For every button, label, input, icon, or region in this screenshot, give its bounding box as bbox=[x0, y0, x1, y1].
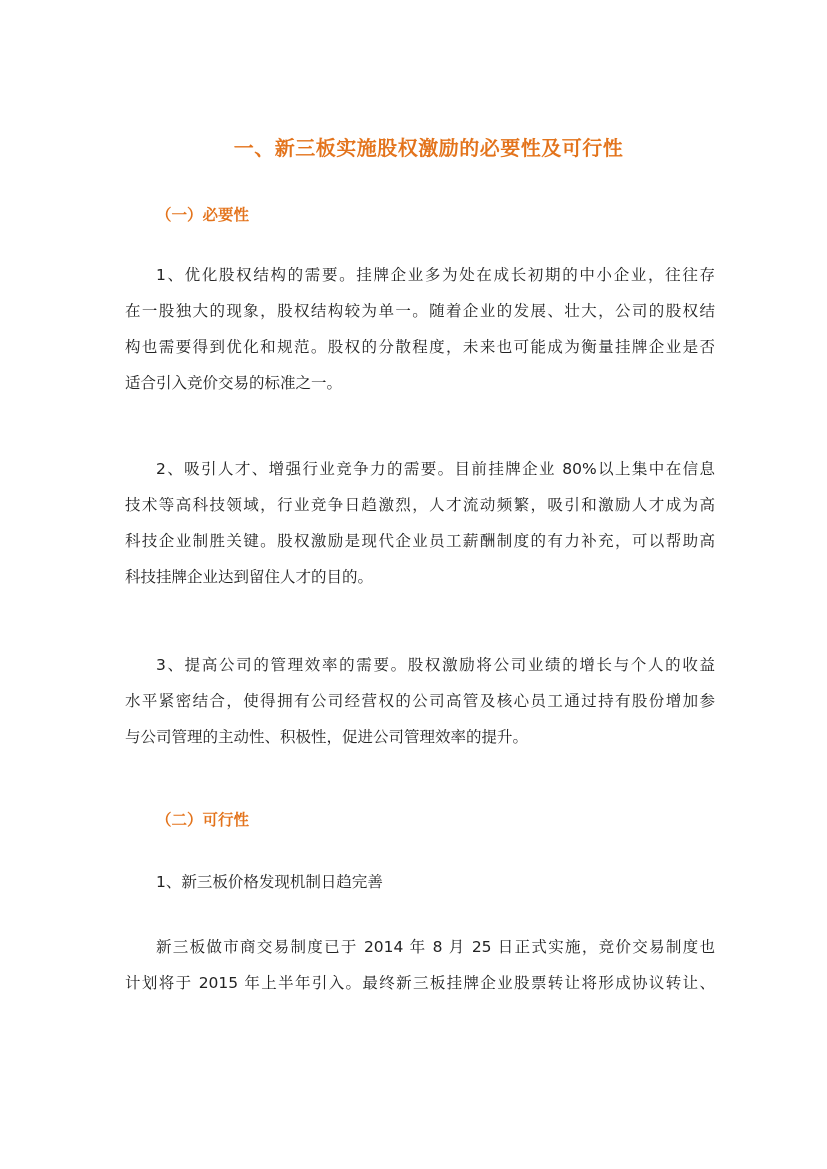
paragraph-line: 与公司管理的主动性、积极性，促进公司管理效率的提升。 bbox=[125, 728, 529, 746]
paragraph-4 bbox=[125, 872, 715, 892]
section-heading-necessity: （一）必要性 bbox=[156, 206, 250, 224]
paragraph-line: 适合引入竞价交易的标准之一。 bbox=[125, 374, 343, 392]
paragraph-1 bbox=[125, 265, 715, 409]
subheading-price-discovery: 1、新三板价格发现机制日趋完善 bbox=[156, 873, 383, 891]
paragraph-line: 科技企业制胜关键。股权激励是现代企业员工薪酬制度的有力补充，可以帮助高 bbox=[125, 532, 715, 550]
paragraph-3 bbox=[125, 655, 715, 763]
paragraph-line: 计划将于 2015 年上半年引入。最终新三板挂牌企业股票转让将形成协议转让、 bbox=[125, 974, 715, 992]
paragraph-line: 在一股独大的现象，股权结构较为单一。随着企业的发展、壮大，公司的股权结 bbox=[125, 302, 715, 320]
paragraph-line: 3、提高公司的管理效率的需要。股权激励将公司业绩的增长与个人的收益 bbox=[156, 656, 715, 674]
paragraph-line: 2、吸引人才、增强行业竞争力的需要。目前挂牌企业 80%以上集中在信息 bbox=[156, 460, 715, 478]
paragraph-5 bbox=[125, 937, 715, 1009]
document-title: 一、新三板实施股权激励的必要性及可行性 bbox=[233, 136, 624, 160]
paragraph-line: 构也需要得到优化和规范。股权的分散程度，未来也可能成为衡量挂牌企业是否 bbox=[125, 338, 715, 356]
paragraph-line: 新三板做市商交易制度已于 2014 年 8 月 25 日正式实施，竞价交易制度也 bbox=[156, 938, 715, 956]
paragraph-line: 水平紧密结合，使得拥有公司经营权的公司高管及核心员工通过持有股份增加参 bbox=[125, 692, 715, 710]
paragraph-2 bbox=[125, 459, 715, 603]
paragraph-line: 技术等高科技领域，行业竞争日趋激烈，人才流动频繁，吸引和激励人才成为高 bbox=[125, 496, 715, 514]
paragraph-line: 科技挂牌企业达到留住人才的目的。 bbox=[125, 568, 374, 586]
paragraph-line: 1、优化股权结构的需要。挂牌企业多为处在成长初期的中小企业，往往存 bbox=[156, 266, 715, 284]
section-heading-feasibility: （二）可行性 bbox=[156, 811, 250, 829]
